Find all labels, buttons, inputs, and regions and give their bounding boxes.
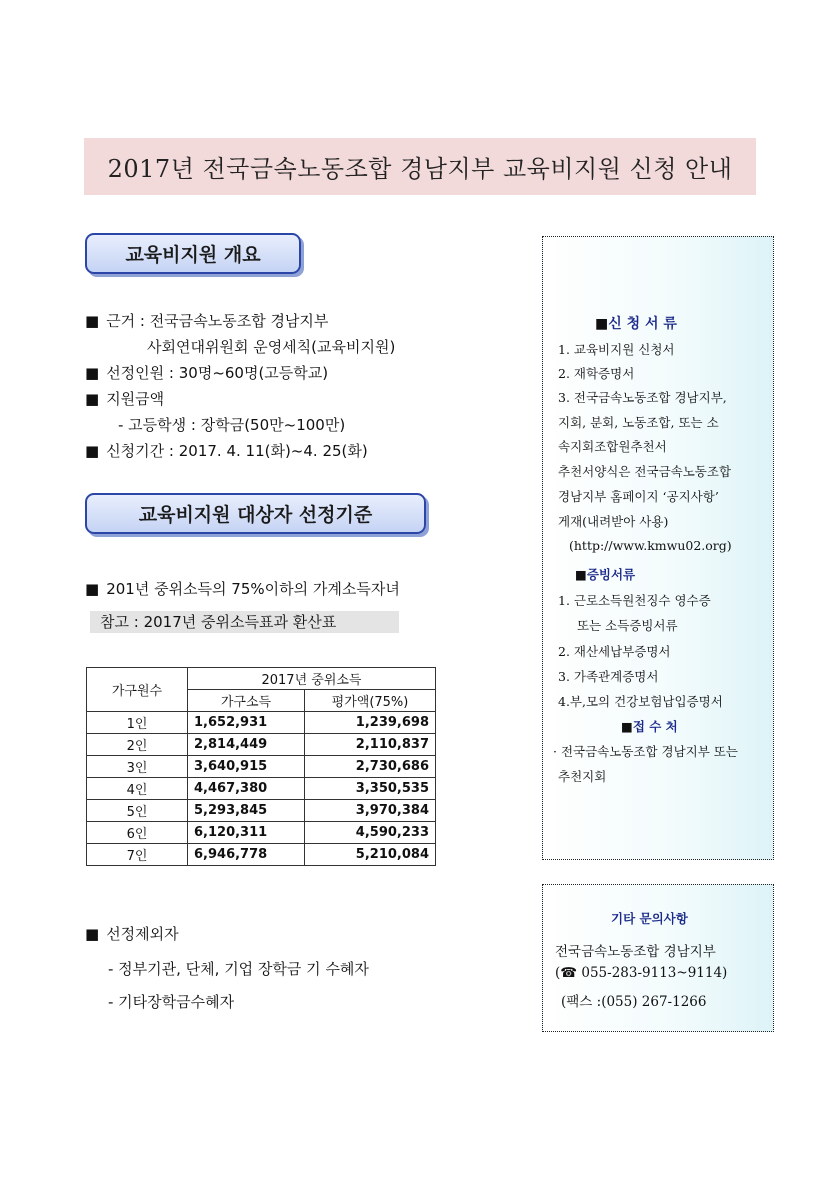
col-group: 2017년 중위소득: [188, 668, 436, 690]
col-income: 가구소득: [188, 690, 305, 712]
table-header-row: [87, 668, 436, 690]
cell-income: 2,814,449: [188, 734, 305, 756]
section-heading-criteria: 교육비지원 대상자 선정기준: [85, 493, 426, 534]
cell-household: 1인: [87, 712, 188, 734]
overview-basis: ■ 근거 : 전국금속노동조합 경남지부: [85, 310, 328, 331]
docs-item: 2. 재학증명서: [558, 366, 635, 381]
proof-item: 3. 가족관계증명서: [558, 669, 659, 684]
cell-income: 5,293,845: [188, 800, 305, 822]
cell-eval: 1,239,698: [305, 712, 436, 734]
cell-household: 7인: [87, 844, 188, 866]
cell-household: 4인: [87, 778, 188, 800]
table-row: [87, 712, 436, 734]
table-row: [87, 734, 436, 756]
overview-period: ■ 신청기간 : 2017. 4. 11(화)~4. 25(화): [85, 440, 368, 461]
cell-eval: 5,210,084: [305, 844, 436, 866]
section-heading-overview: 교육비지원 개요: [85, 233, 301, 274]
exclusion-item: - 정부기관, 단체, 기업 장학금 기 수혜자: [108, 960, 369, 978]
page-title-band: [84, 138, 756, 195]
proof-item: 4.부,모의 건강보험납입증명서: [558, 694, 723, 709]
docs-item: 3. 전국금속노동조합 경남지부,: [558, 390, 727, 405]
overview-quota: ■ 선정인원 : 30명~60명(고등학교): [85, 362, 328, 383]
docs-item: 1. 교육비지원 신청서: [558, 342, 675, 357]
docs-item: 추천서양식은 전국금속노동조합: [558, 464, 732, 479]
cell-eval: 4,590,233: [305, 822, 436, 844]
cell-income: 4,467,380: [188, 778, 305, 800]
col-eval: 평가액(75%): [305, 690, 436, 712]
overview-amount: ■ 지원금액: [85, 388, 164, 409]
application-docs-box: [542, 236, 774, 860]
overview-amount-detail: - 고등학생 : 장학금(50만~100만): [118, 416, 346, 434]
table-row: [87, 844, 436, 866]
cell-income: 6,946,778: [188, 844, 305, 866]
proof-heading: ■ 증빙서류: [575, 565, 635, 583]
criteria-text: ■ 201년 중위소득의 75%이하의 가계소득자녀: [85, 578, 400, 599]
col-household: 가구원수: [87, 668, 188, 712]
receipt-item: · 전국금속노동조합 경남지부 또는: [553, 744, 738, 759]
contact-org: 전국금속노동조합 경남지부: [555, 944, 716, 960]
reference-note: 참고 : 2017년 중위소득표과 환산표: [90, 611, 399, 633]
proof-item: 1. 근로소득원천징수 영수증: [558, 593, 711, 608]
cell-eval: 3,350,535: [305, 778, 436, 800]
exclusion-item: - 기타장학금수혜자: [108, 993, 235, 1011]
overview-basis-cont: 사회연대위원회 운영세칙(교육비지원): [147, 338, 396, 356]
cell-eval: 2,110,837: [305, 734, 436, 756]
table-row: [87, 822, 436, 844]
cell-income: 6,120,311: [188, 822, 305, 844]
cell-household: 6인: [87, 822, 188, 844]
docs-item: 지회, 분회, 노동조합, 또는 소: [558, 415, 719, 430]
cell-income: 1,652,931: [188, 712, 305, 734]
contact-heading: 기타 문의사항: [611, 911, 688, 926]
table-row: [87, 778, 436, 800]
table-row: [87, 756, 436, 778]
contact-box: [542, 884, 774, 1032]
income-table: [86, 667, 436, 866]
proof-item: 또는 소득증빙서류: [577, 618, 678, 633]
cell-eval: 2,730,686: [305, 756, 436, 778]
cell-household: 3인: [87, 756, 188, 778]
docs-heading: ■ 신 청 서 류: [595, 313, 677, 333]
exclusion-heading: ■ 선정제외자: [85, 923, 179, 944]
docs-item: 경남지부 홈페이지 ‘공지사항’: [558, 489, 719, 504]
proof-item: 2. 재산세납부증명서: [558, 644, 671, 659]
receipt-item: 추천지회: [558, 769, 607, 784]
cell-household: 5인: [87, 800, 188, 822]
contact-phone: (☎ 055-283-9113~9114): [555, 965, 728, 981]
cell-household: 2인: [87, 734, 188, 756]
docs-url: (http://www.kmwu02.org): [569, 538, 732, 553]
cell-income: 3,640,915: [188, 756, 305, 778]
docs-item: 속지회조합원추천서: [558, 439, 667, 454]
receipt-heading: ■ 접 수 처: [621, 717, 678, 735]
docs-item: 게재(내려받아 사용): [558, 514, 669, 529]
cell-eval: 3,970,384: [305, 800, 436, 822]
page-title: 2017년 전국금속노동조합 경남지부 교육비지원 신청 안내: [107, 155, 733, 183]
contact-fax: (팩스 :(055) 267-1266: [561, 994, 707, 1010]
table-row: [87, 800, 436, 822]
